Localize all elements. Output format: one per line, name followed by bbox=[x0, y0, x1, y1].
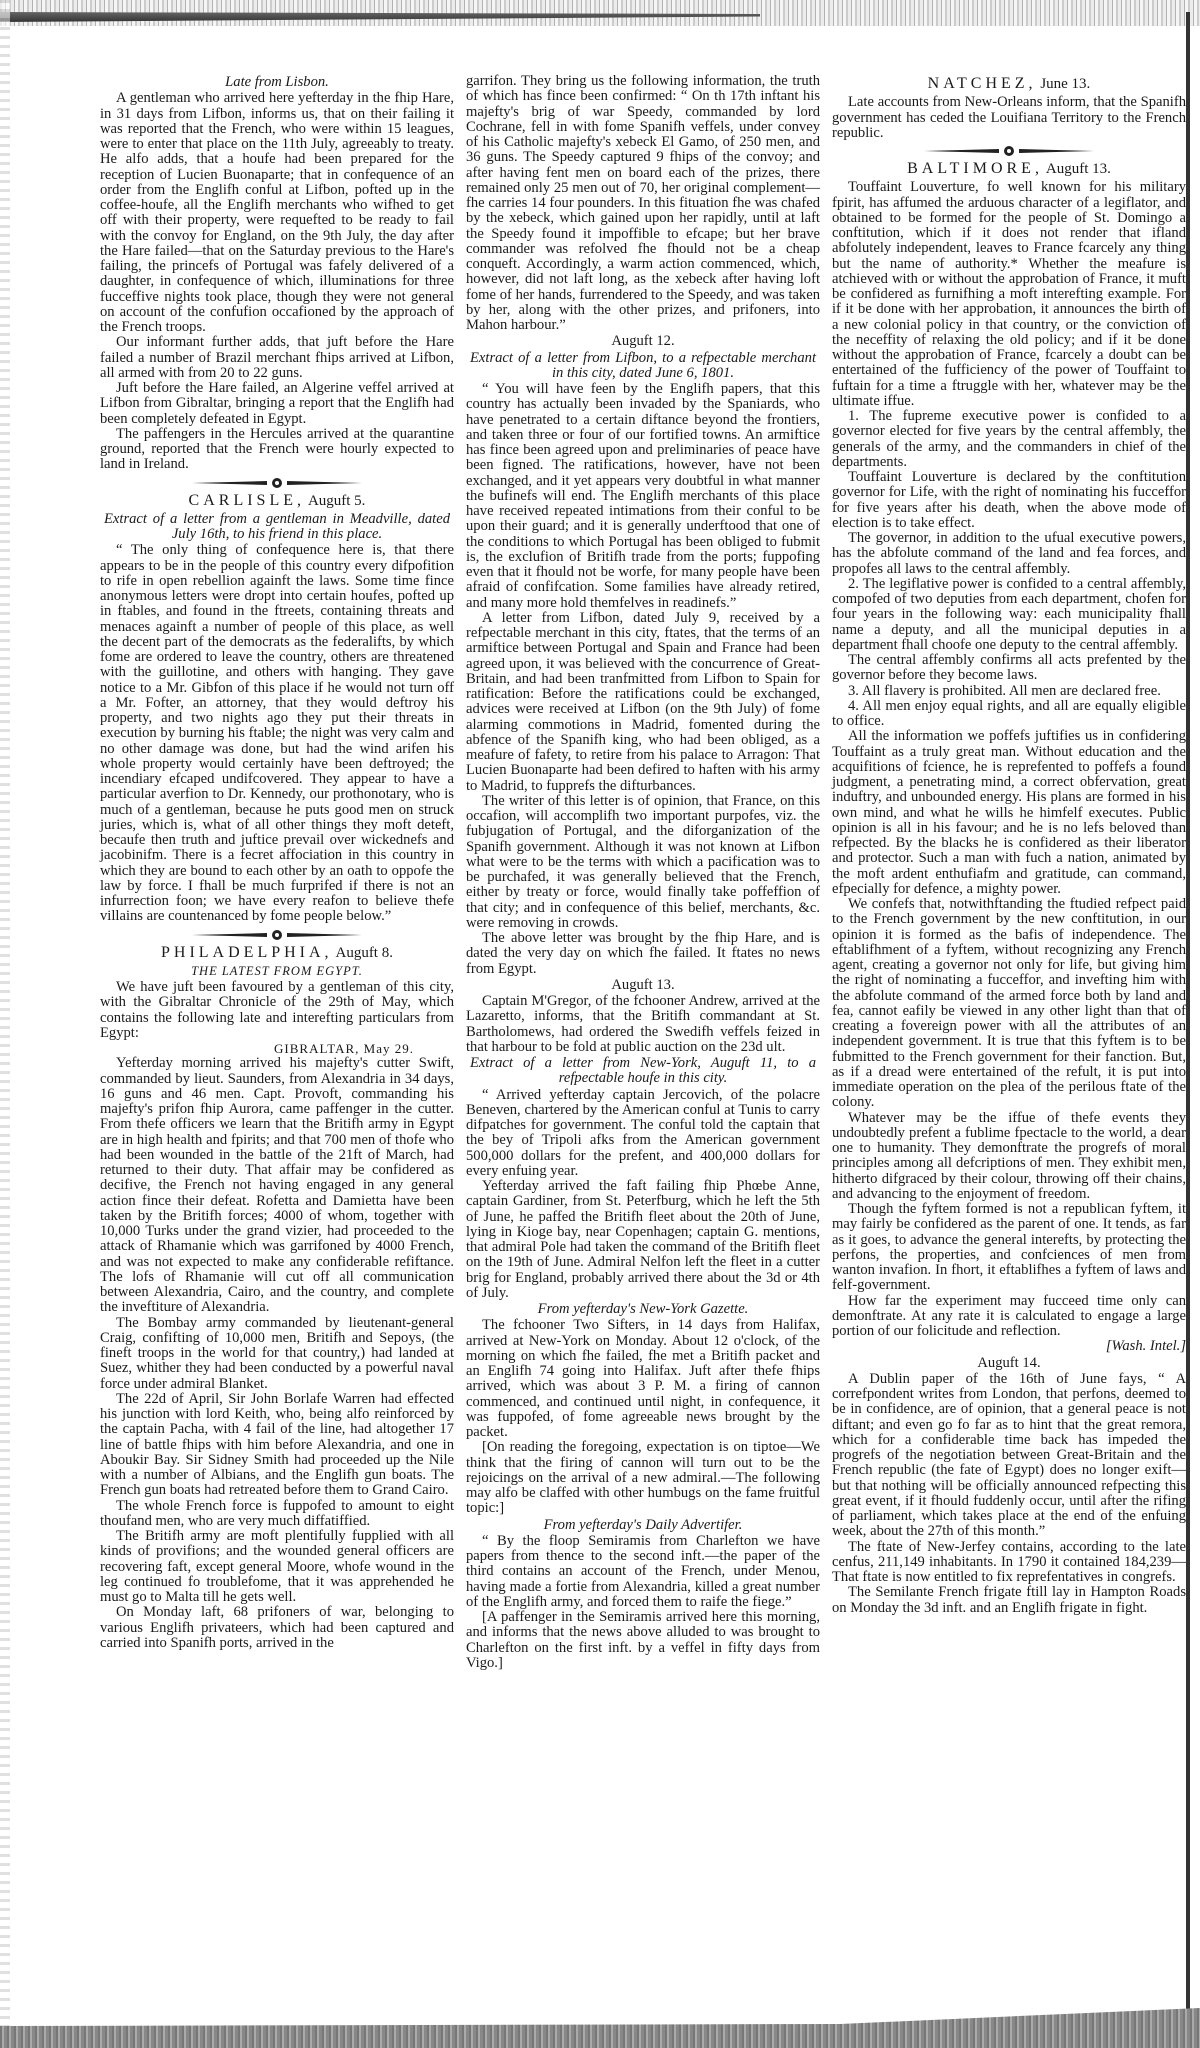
article-heading bbox=[832, 161, 1186, 177]
letter-extract-heading: Extract of a letter from New-York, Auguft 11, to a refpectable houfe in this city. bbox=[470, 1055, 816, 1087]
scan-edge-left bbox=[0, 0, 10, 2048]
dateline: GIBRALTAR, May 29. bbox=[274, 1041, 414, 1056]
article-heading bbox=[832, 76, 1186, 92]
heading-place: NATCHEZ, bbox=[927, 75, 1037, 92]
paragraph: “ You will have feen by the Englifh papers, that this country has actually been invaded by the Spaniards, who have penetrated to a certain diftance beyond the frontiers, and taken three or four of our fortified towns. An armiftice has fince been agreed upon and preliminaries of peace have been figned. The ratifications, however, have not been exchanged, and it yet appears very doubtful in what manner the bufinefs will end. The Englifh merchants of this place have received repeated intimations from their conful to be upon their guard; and it is generally underftood that one of the conditions to which Portugal has been obliged to fubmit is, the exclufion of Britifh trade from the ports; fuppofing even that it fhould not be worfe, for many people have been afraid of confifcation. Some families have already retired, and many more hold themfelves in readinefs.” bbox=[466, 381, 820, 611]
paragraph: Touffaint Louverture, fo well known for his military fpirit, has affumed the arduous character of a legiflator, and obtained to be formed for the people of St. Domingo a conftitution, which if it does not render that ifland abfolutely independent, leaves to France fcarcely any thing but the name of authority.* Whether the meafure is atchieved with or without the approbation of France, it muft be confidered as furnifhing a moft interefting example. For if it be done with her approbation, it announces the birth of a new colonial policy in that country, or the conviction of the neceffity of relaxing the old policy; and if it be done without the approbation of France, fcarcely a doubt can be entertained of the fufficiency of the power of Touffaint to fuftain for a time a ftruggle with her, whatever may be the ultimate iffue. bbox=[832, 179, 1186, 409]
paragraph: Late accounts from New-Orleans inform, that the Spanifh government has ceded the Louifiana Territory to the French republic. bbox=[832, 94, 1186, 141]
paragraph: Whatever may be the iffue of thefe events they undoubtedly prefent a fublime fpectacle to the world, a dear one to humanity. They demonftrate the progrefs of moral principles among all defcriptions of men. They exhibit men, hitherto difgraced by their colour, throwing off their chains, and advancing to the enjoyment of freedom. bbox=[832, 1109, 1186, 1202]
paragraph: Captain M'Gregor, of the fchooner Andrew, arrived at the Lazaretto, informs, that the Britifh commandant at St. Bartholomews, had ordered the Swedifh veffels feized in that harbour to be fold at public auction on the 23d ult. bbox=[466, 993, 820, 1055]
paragraph: We confefs that, notwithftanding the ftudied refpect paid to the French government by the new conftitution, in our opinion it is formed as the bafis of independence. The eftablifhment of a fyftem, without recognizing any French agent, creating a governor not only for life, but giving him the right of nominating a fucceffor, and invefting him with the abfolute command of the armed force both by land and fea, cannot eafily be viewed in any other light than that of creating a fovereign power with all the attributes of an independent government. It is true that this fyftem is to be fubmitted to the French government for their fanction. But, as if a dread were entertained of the refult, it is put into immediate operation on the plea of the perilous ftate of the colony. bbox=[832, 896, 1186, 1111]
date-line: Auguft 13. bbox=[611, 976, 675, 993]
paragraph: The Semilante French frigate ftill lay in Hampton Roads on Monday the 3d inft. and an Englifh frigate in fight. bbox=[832, 1584, 1186, 1616]
section-subtitle: THE LATEST FROM EGYPT. bbox=[191, 963, 363, 978]
paragraph: Yefterday arrived the faft failing fhip Phœbe Anne, captain Gardiner, from St. Peterfburg, which he left the 5th of June, he paffed the Britifh fleet about the 20th of June, lying in Kioge bay, near Copenhagen; captain G. mentions, that admiral Pole had taken the command of the Britifh fleet on the 19th of June. Admiral Nelfon left the fleet in a cutter brig for England, probably arrived there about the 3d or 4th of July. bbox=[466, 1178, 820, 1301]
paragraph: The Britifh army are moft plentifully fupplied with all kinds of provifions; and the wounded general officers are recovering faft, except general Moore, whofe wound in the leg continued fo troublefome, that it was apprehended he must go to Malta till he gets well. bbox=[100, 1528, 454, 1605]
newspaper-column-1 bbox=[100, 74, 454, 1651]
paragraph: The ftate of New-Jerfey contains, according to the late cenfus, 211,149 inhabitants. In 1790 it contained 184,239—That ftate is now entitled to fix reprefentatives in congrefs. bbox=[832, 1538, 1186, 1585]
article-heading bbox=[100, 945, 454, 961]
paragraph: The above letter was brought by the fhip Hare, and is dated the very day on which fhe failed. It ftates no news from Egypt. bbox=[466, 930, 820, 977]
heading-date: Auguft 8. bbox=[335, 944, 393, 961]
date-line: Auguft 14. bbox=[977, 1354, 1041, 1371]
paragraph: On Monday laft, 68 prifoners of war, belonging to various Englifh privateers, which had been captured and carried into Spanifh ports, arrived in the bbox=[100, 1604, 454, 1651]
ornamental-divider bbox=[100, 928, 454, 942]
divider-ornament-icon bbox=[192, 929, 362, 941]
newspaper-column-2 bbox=[466, 74, 820, 1671]
paragraph: [On reading the foregoing, expectation is on tiptoe—We think that the firing of cannon will turn out to be the rejoicings on the arrival of a new admiral.—The following may alfo be claffed with other humbugs on the fame fruitful topic:] bbox=[466, 1439, 820, 1517]
paragraph: “ Arrived yefterday captain Jercovich, of the polacre Beneven, chartered by the American conful at Tunis to carry difpatches for government. The conful told the captain that the bey of Tripoli afks from the American government 500,000 dollars for the prefent, and 400,000 dollars for every enfuing year. bbox=[466, 1086, 820, 1179]
paragraph: A letter from Lifbon, dated July 9, received by a refpectable merchant in this city, ftates, that the terms of an armiftice between Portugal and Spain and France had been agreed upon, it was believed with the concurrence of Great-Britain, and had been tranfmitted from Lifbon to Spain for ratification: Before the ratifications could be exchanged, advices were received at Lifbon (on the 9th July) of fome alarming commotions in Madrid, fomented during the abfence of the Spanifh king, who had been obliged, as a meafure of fafety, to retire from his palace to Arragon: That Lucien Buonaparte had been defired to haften with his army to Madrid, to fupprefs the difturbances. bbox=[466, 609, 820, 794]
divider-ornament-icon bbox=[924, 145, 1094, 157]
paragraph: The whole French force is fuppofed to amount to eight thoufand men, who are very much diffatiffied. bbox=[100, 1497, 454, 1529]
divider-ornament-icon bbox=[192, 477, 362, 489]
heading-date: June 13. bbox=[1040, 76, 1091, 92]
italic-subheading: From yefterday's New-York Gazette. bbox=[537, 1301, 749, 1317]
paragraph: The paffengers in the Hercules arrived at the quarantine ground, reported that the French were hourly expected to land in Ireland. bbox=[100, 425, 454, 473]
italic-subheading: From yefterday's Daily Advertifer. bbox=[543, 1516, 743, 1533]
date-line: Auguft 12. bbox=[611, 333, 675, 350]
paragraph: The Bombay army commanded by lieutenant-general Craig, confifting of 10,000 men, Britifh and Sepoys, (the fineft troops in the world for that country,) had landed at Suez, whither they had been conducted by a powerful naval force under admiral Blanket. bbox=[100, 1314, 454, 1392]
heading-place: CARLISLE, bbox=[188, 491, 305, 509]
heading-place: BALTIMORE, bbox=[907, 160, 1043, 177]
paragraph: “ By the floop Semiramis from Charlefton we have papers from thence to the second inft.—the paper of the third contains an account of the French, under Menou, having made a fortie from Alexandria, killed a great number of the Englifh army, and forced them to raife the fiege.” bbox=[466, 1532, 820, 1610]
paragraph: Yefterday morning arrived his majefty's cutter Swift, commanded by lieut. Saunders, from Alexandria in 34 days, 16 guns and 46 men. Capt. Provoft, commanding his majefty's prifon fhip Aurora, came paffenger in the cutter. From thefe officers we learn that the Britifh army in Egypt are in high health and fpirits; and that 700 men of thofe who had been wounded in the battle of the 21ft of March, had returned to their duty. That affair may be confidered as decifive, the French not having engaged in any general action fince their defeat. Rofetta and Damietta have been taken by the Britifh forces; 4000 of whom, together with 10,000 Turks under the grand vizier, had proceeded to the attack of Rhamanie which was garrifoned by 4000 French, and was not expected to make any confiderable refiftance. The lofs of Rhamanie will cut off all communication between Alexandria, Cairo, and the country, and complete the inveftiture of Alexandria. bbox=[100, 1055, 454, 1316]
paragraph: A gentleman who arrived here yefterday in the fhip Hare, in 31 days from Lifbon, informs us, that on their failing it was reported that the French, who were within 15 leagues, were to enter that place on the 11th July, agreeably to treaty. He alfo adds, that a houfe had been prepared for the reception of Lucien Buonaparte; that in confequence of an order from the Englifh conful at Lifbon, pofted up in the coffee-houfe, all the Englifh merchants who wifhed to get off with their property, were requefted to be ready to fail with the convoy for England, on the 9th July, the day after the Hare failed—that on the Saturday previous to the Hare's failing, the princefs of Portugal was fafely delivered of a daughter, in confequence of which, illuminations for three fucceffive nights took place, though they were not general on account of the confufion occafioned by the approach of the French troops. bbox=[100, 90, 454, 335]
paragraph: The fchooner Two Sifters, in 14 days from Halifax, arrived at New-York on Monday. About 12 o'clock, of the morning on which fhe failed, fhe met a Britifh packet and an Englifh 74 going into Halifax. Juft after thefe fhips arrived, which was about 3 P. M. a firing of cannon commenced, and continued until night, in confequence, it was fuppofed, of fome agreeable news brought by the packet. bbox=[466, 1317, 820, 1440]
paragraph: How far the experiment may fucceed time only can demonftrate. At any rate it is calculated to engage a large portion of our folicitude and reflection. bbox=[832, 1292, 1186, 1339]
paragraph: The governor, in addition to the ufual executive powers, has the abfolute command of the land and fea forces, and propofes all laws to the central affembly. bbox=[832, 530, 1186, 577]
newspaper-column-3 bbox=[832, 74, 1186, 1616]
paragraph: 2. The legiflative power is confided to a central affembly, compofed of two deputies from each department, chofen for four years in the following way: each municipality fhall name a deputy, and all the municipal deputies in a department fhall choofe one deputy to the central affembly. bbox=[832, 575, 1186, 653]
paragraph: 3. All flavery is prohibited. All men are declared free. bbox=[848, 682, 1161, 699]
paragraph: The writer of this letter is of opinion, that France, on this occafion, will accomplifh two important purpofes, viz. the fubjugation of Portugal, and the diforganization of the Spanifh government. Although it was not known at Lifbon what were to be the terms with which a pacification was to be purchafed, it was generally believed that the French, either by treaty or force, would finally take poffeffion of that city; and in confequence of this belief, merchants, &c. were removing in crowds. bbox=[466, 792, 820, 931]
paragraph: Our informant further adds, that juft before the Hare failed a number of Brazil merchant fhips arrived at Lifbon, all armed with from 20 to 22 guns. bbox=[100, 334, 454, 381]
ornamental-divider bbox=[832, 144, 1186, 158]
paragraph: The central affembly confirms all acts prefented by the governor before they become laws. bbox=[832, 652, 1186, 684]
letter-extract-heading: Extract of a letter from a gentleman in Meadville, dated July 16th, to his friend in this place. bbox=[104, 510, 450, 542]
source-signature: [Wash. Intel.] bbox=[1105, 1338, 1186, 1355]
heading-date: Auguft 5. bbox=[307, 492, 366, 509]
paragraph: A Dublin paper of the 16th of June fays, “ A correfpondent writes from London, that perfons, deemed to be in confidence, are of opinion, that a general peace is not diftant; and even go fo far as to hint that the great remora, which for a confiderable time back has impeded the progrefs of the negotiation between Great-Britain and the French republic (the fate of Egypt) does no longer exift—but that nothing will be officially announced refpecting this great event, if it fhould fuddenly occur, until after the rifing of parliament, which takes place at the end of the enfuing week, about the 27th of this month.” bbox=[832, 1370, 1186, 1540]
paragraph: We have juft been favoured by a gentleman of this city, with the Gibraltar Chronicle of the 29th of May, which contains the following late and interefting particulars from Egypt: bbox=[100, 979, 454, 1041]
paragraph: 4. All men enjoy equal rights, and all are equally eligible to office. bbox=[832, 697, 1186, 729]
heading-date: Auguft 13. bbox=[1045, 161, 1111, 177]
italic-subheading: Late from Lisbon. bbox=[225, 74, 329, 90]
scan-edge-bottom bbox=[0, 2008, 1200, 2048]
paragraph: All the information we poffefs juftifies us in confidering Touffaint as a truly great man. Without education and the acquifitions of fcience, he is reprefented to poffefs a found judgment, a penetrating mind, a correct obfervation, great induftry, and unbounded energy. His plans are formed in his own mind, and what he wills he himfelf executes. Public opinion is all in his favour; and he is no lefs beloved than refpected. By the blacks he is confidered as their liberator and protector. Such a man with fuch a nation, animated by the moft ardent enthufiafm and gratitude, can command, efpecially for defence, a mighty power. bbox=[832, 728, 1186, 897]
paragraph: Though the fyftem formed is not a republican fyftem, it may fairly be confidered as the parent of one. It tends, as far as it goes, to advance the general interefts, by protecting the perfons, the properties, and confciences of men from wanton invafion. In fhort, it eftablifhes a fyftem of laws and felf-government. bbox=[832, 1201, 1186, 1294]
paragraph: “ The only thing of confequence here is, that there appears to be in the people of this country every difpofition to rife in open rebellion againft the laws. Some time fince anonymous letters were dropt into certain houfes, pofted up in ftables, and found in the ftreets, containing threats and menaces againft a number of people of this place, as well the decent part of the democrats as the federalifts, by which fome are ordered to leave the country, others are threatened with the guillotine, and others with hanging. They gave notice to a Mr. Gibfon of this place if he would not turn off a Mr. Fofter, an attorney, that they would deftroy his property, and two nights ago they put their threats in execution by burning his ftable; the night was very calm and no other damage was done, but had the wind arifen his whole property would certainly have been deftroyed; the incendiary efcaped undifcovered. They appear to have a particular averfion to Dr. Kennedy, our prothonotary, who is much of a gentleman, because he puts good men on struck juries, which is, what of all other things they moft deteft, becaufe then truth and juftice prevail over wickednefs and jacobinifm. There is a fecret affociation in this country in which they are bound to each other by an oath to oppofe the law by force. I fhall be much furprifed if there is not an infurrection foon; we have every reafon to believe thefe villains are countenanced by fome people below.” bbox=[100, 542, 454, 925]
paragraph: The 22d of April, Sir John Borlafe Warren had effected his junction with lord Keith, who, being alfo reinforced by the captain Pacha, with 4 fail of the line, had altogether 17 line of battle fhips with him before Alexandria, and one in Aboukir Bay. Sir Sidney Smith had proceeded up the Nile with a number of Albians, and the Englifh gun boats. The French gun boats had retreated before them to Grand Cairo. bbox=[100, 1390, 454, 1499]
paragraph: 1. The fupreme executive power is confided to a governor elected for five years by the central affembly, the generals of the army, and the commanders in chief of the departments. bbox=[832, 408, 1186, 470]
letter-extract-heading: Extract of a letter from Lifbon, to a refpectable merchant in this city, dated June 6, 1801. bbox=[470, 349, 816, 381]
ornamental-divider bbox=[100, 476, 454, 490]
paragraph: Juft before the Hare failed, an Algerine veffel arrived at Lifbon from Gibraltar, bringing a report that the Englifh had been completely defeated in Egypt. bbox=[100, 380, 454, 427]
paragraph-continued: garrifon. They bring us the following information, the truth of which has fince been confirmed: “ On th 17th inftant his majefty's brig of war Speedy, commanded by lord Cochrane, fell in with fome Spanifh veffels, under convey of his Catholic majefty's xebeck El Gamo, of 250 men, and 36 guns. The Speedy captured 9 fhips of the convoy; and after having fent men on board each of the prizes, there remained only 25 men out of 70, her original complement—fhe carries 14 four pounders. In this fituation fhe was chafed by the xebeck, which gained upon her rapidly, until at laft the Speedy found it impoffible to efcape; but her brave commander was refolved fhe fhould not be a cheap conqueft. Accordingly, a warm action commenced, which, however, did not laft long, as the xebeck after having loft fome of her hands, furrendered to the Speedy, and was taken by her, along with the other prizes, and prifoners, into Mahon harbour.” bbox=[466, 73, 820, 333]
heading-place: PHILADELPHIA, bbox=[161, 943, 333, 961]
article-heading bbox=[100, 493, 454, 509]
paragraph: [A paffenger in the Semiramis arrived here this morning, and informs that the news above alluded to was brought to Charlefton on the first inft. by a veffel in fifty days from Vigo.] bbox=[466, 1609, 820, 1671]
paragraph: Touffaint Louverture is declared by the conftitution governor for Life, with the right of nominating his fucceffor for five years after his death, when the above mode of election is to take effect. bbox=[832, 469, 1186, 531]
scan-edge-right bbox=[1186, 12, 1190, 2022]
